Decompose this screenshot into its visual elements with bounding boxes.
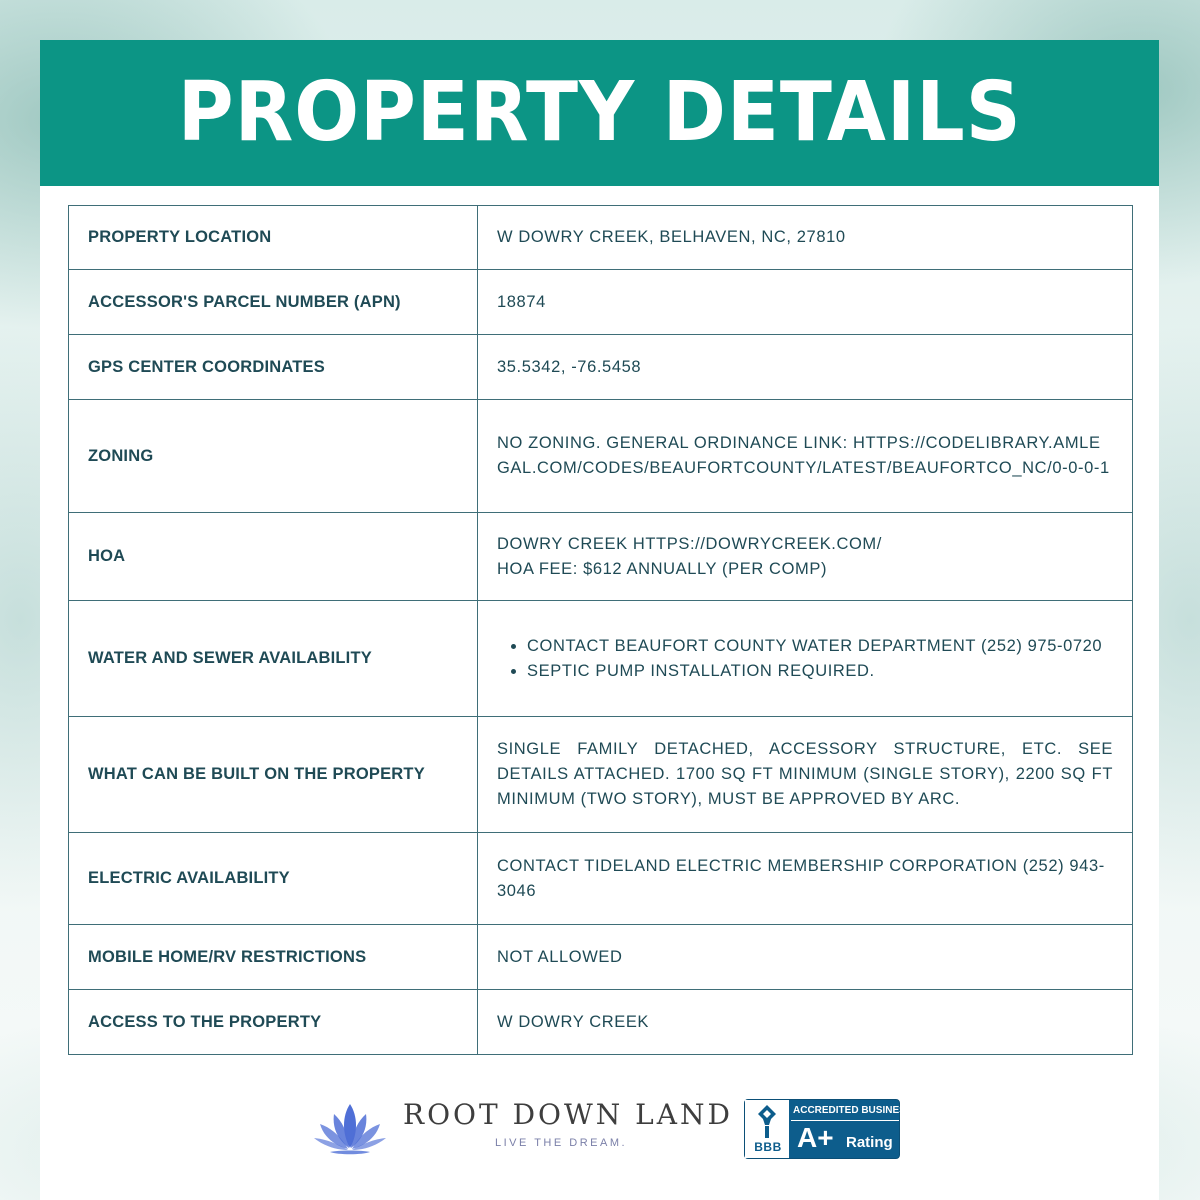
table-row (69, 206, 1133, 270)
hoa-fee-line: HOA FEE: $612 ANNUALLY (PER COMP) (497, 559, 828, 578)
bbb-badge (744, 1099, 913, 1159)
bbb-accredited-text: ACCREDITED BUSINESS (793, 1105, 913, 1116)
table-row (69, 717, 1133, 833)
footer (0, 1095, 1200, 1165)
row-value: W DOWRY CREEK (478, 990, 1133, 1055)
row-value (478, 513, 1133, 601)
list-item: • CONTACT BEAUFORT COUNTY WATER DEPARTMENT (252) 975-0720 (527, 634, 1113, 659)
table-row (69, 400, 1133, 513)
row-label: WHAT CAN BE BUILT ON THE PROPERTY (69, 717, 478, 833)
row-value: CONTACT TIDELAND ELECTRIC MEMBERSHIP CORPORATION (252) 943-3046 (478, 833, 1133, 925)
row-value: NOT ALLOWED (478, 925, 1133, 990)
list-item: • SEPTIC PUMP INSTALLATION REQUIRED. (527, 659, 1113, 684)
row-value: W DOWRY CREEK, BELHAVEN, NC, 27810 (478, 206, 1133, 270)
row-value: SINGLE FAMILY DETACHED, ACCESSORY STRUCTURE, ETC. SEE DETAILS ATTACHED. 1700 SQ FT MINIMUM (SINGLE STORY), 2200 SQ FT MINIMUM (TWO STORY), MUST BE APPROVED BY ARC. (478, 717, 1133, 833)
lotus-icon (312, 1100, 388, 1158)
table-row (69, 601, 1133, 717)
details-card (40, 40, 1159, 1200)
table-row (69, 925, 1133, 990)
title-banner (40, 40, 1159, 186)
row-value (478, 601, 1133, 717)
page-title: PROPERTY DETAILS (177, 65, 1022, 160)
property-details-table (68, 205, 1133, 1055)
table-row (69, 513, 1133, 601)
bbb-torch-icon (752, 1103, 782, 1139)
hoa-line: DOWRY CREEK HTTPS://DOWRYCREEK.COM/ (497, 534, 882, 553)
table-row (69, 990, 1133, 1055)
bbb-grade: A+ (797, 1122, 834, 1153)
row-label: HOA (69, 513, 478, 601)
row-value: NO ZONING. GENERAL ORDINANCE LINK: HTTPS://CODELIBRARY.AMLEGAL.COM/CODES/BEAUFORTCOUNTY/LATEST/BEAUFORTCO_NC/0-0-0-1 (478, 400, 1133, 513)
bbb-seal (745, 1100, 789, 1158)
row-label: ACCESSOR'S PARCEL NUMBER (APN) (69, 270, 478, 335)
brand-tagline: LIVE THE DREAM. (495, 1137, 628, 1149)
row-label: ZONING (69, 400, 478, 513)
row-value: 18874 (478, 270, 1133, 335)
table-row (69, 335, 1133, 400)
bbb-divider (791, 1120, 899, 1121)
table-row (69, 270, 1133, 335)
row-label: PROPERTY LOCATION (69, 206, 478, 270)
bbb-seal-text: BBB (754, 1140, 782, 1154)
bullet-list (497, 634, 1113, 684)
row-label: WATER AND SEWER AVAILABILITY (69, 601, 478, 717)
brand-name: ROOT DOWN LAND (403, 1098, 733, 1131)
row-label: ACCESS TO THE PROPERTY (69, 990, 478, 1055)
row-label: MOBILE HOME/RV RESTRICTIONS (69, 925, 478, 990)
row-value: 35.5342, -76.5458 (478, 335, 1133, 400)
row-label: GPS CENTER COORDINATES (69, 335, 478, 400)
row-label: ELECTRIC AVAILABILITY (69, 833, 478, 925)
bbb-rating-label: Rating (846, 1134, 893, 1151)
table-row (69, 833, 1133, 925)
